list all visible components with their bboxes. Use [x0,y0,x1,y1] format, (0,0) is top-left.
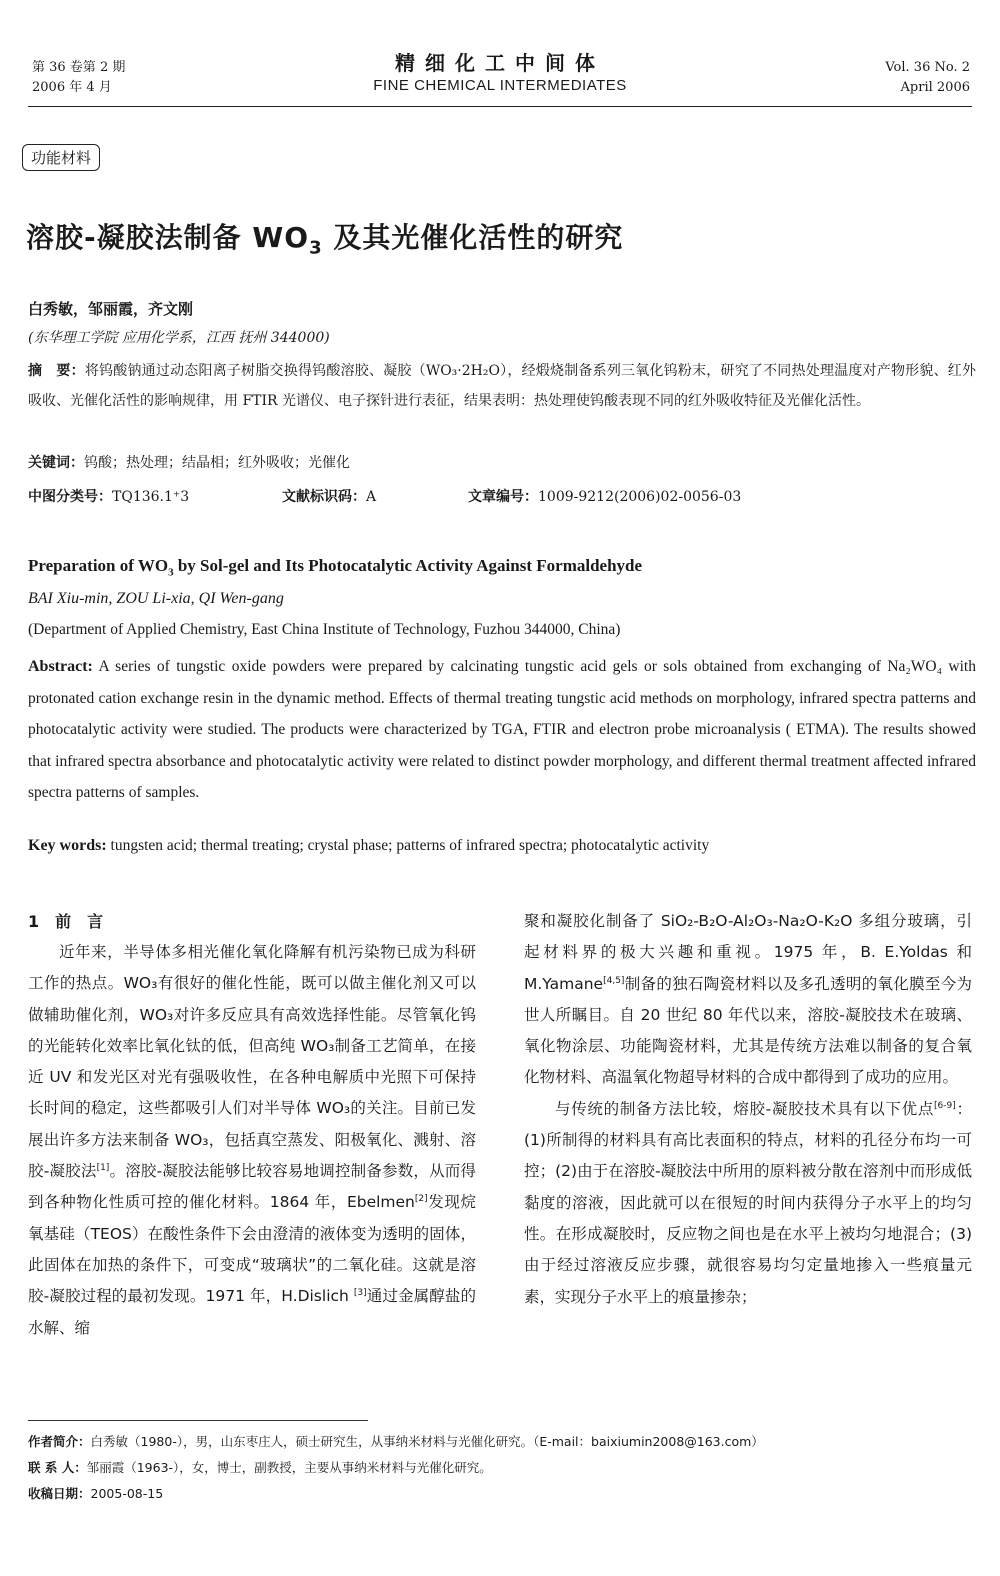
header-center [0,50,1000,96]
en-keywords-label: Key words: [28,837,107,854]
right-text-d: ：(1)所制得的材料具有高比表面积的特点，材料的孔径分布均一可控；(2)由于在溶胶-凝胶法中所用的原料被分散在溶剂中而形成低黏度的溶液，因此就可以在很短的时间内获得分子水平上的均匀性。在形成凝胶时，反应物之间也是在水平上被均匀地混合；(3)由于经过溶液反应步骤，就很容易均匀定量地掺入一些痕量元素，实现分子水平上的痕量掺杂； [524,1099,972,1306]
section-tag: 功能材料 [22,144,100,171]
en-keywords-text: tungsten acid; thermal treating; crystal phase; patterns of infrared spectra; photocatalytic activity [110,837,710,854]
body-column-right [524,906,972,1313]
article-title [26,218,623,269]
footnote-rule [28,1420,368,1421]
clc-value: TQ136.1⁺3 [112,489,190,505]
abstract-cn [28,356,976,416]
journal-title-cn: 精细化工中间体 [395,51,605,75]
header-rule [28,106,972,107]
title-subscript: 3 [309,237,323,259]
footnote-author [28,1432,764,1450]
doc-value: A [366,489,377,505]
title-part-2: 及其光催化活性的研究 [322,221,624,254]
paragraph [524,906,972,1094]
footnote-author-label: 作者简介： [28,1434,91,1449]
citation[interactable]: [1] [96,1162,110,1173]
journal-title-en: FINE CHEMICAL INTERMEDIATES [373,77,627,94]
citation[interactable]: [4,5] [603,975,625,986]
footnote-contact [28,1458,492,1476]
article-value: 1009-9212(2006)02-0056-03 [538,489,742,505]
article-number [468,486,741,506]
right-text-c: 与传统的制备方法比较，熔胶-凝胶技术具有以下优点 [555,1099,935,1118]
citation[interactable]: [2] [414,1194,428,1205]
en-abstract-label: Abstract: [28,658,93,675]
left-text-b: 。溶胶-凝胶法能够比较容易地调控制备参数，从而得到各种物化性质可控的催化材料。1864 年，Ebelmen [28,1162,476,1212]
volume-cn: 第 36 卷第 2 期 [32,60,126,75]
keywords-cn-label: 关键词： [28,455,84,471]
right-text-b: 制备的独石陶瓷材料以及多孔透明的氧化膜至今为世人所瞩目。自 20 世纪 80 年代以来，溶胶-凝胶技术在玻璃、氧化物涂层、功能陶瓷材料，尤其是传统方法难以制备的复合氧化物材料、高温氧化物超导材料的合成中都得到了成功的应用。 [524,974,972,1087]
left-text-d: 通过金属醇盐的水解、缩 [28,1287,476,1337]
citation[interactable]: [6-9] [934,1100,956,1111]
abstract-cn-label: 摘 要： [28,363,85,379]
title-part-1: 溶胶-凝胶法制备 WO [26,221,310,254]
doc-code [282,486,376,506]
article-label: 文章编号： [468,489,538,505]
keywords-cn-text: 钨酸；热处理；结晶相；红外吸收；光催化 [84,455,350,471]
classification-row [28,486,976,508]
left-text-a: 近年来，半导体多相光催化氧化降解有机污染物已成为科研工作的热点。WO₃有很好的催化性能，既可以做主催化剂又可以做辅助催化剂，WO₃对许多反应具有高效选择性能。尽管氧化钨的光能转化效率比氧化钛的低，但高纯 WO₃制备工艺简单，在接近 UV 和发光区对光有强吸收性，在各种电解质中光照下可保持长时间的稳定，这些都吸引人们对半导体 WO₃的关注。目前已发展出许多方法来制备 WO₃，包括真空蒸发、阳极氧化、溅射、溶胶-凝胶法 [28,943,476,1181]
volume-en: Vol. 36 No. 2 [885,60,970,75]
authors-cn: 白秀敏，邹丽霞，齐文刚 [28,300,194,318]
paragraph [524,1094,972,1313]
footnote-received-text: 2005-08-15 [90,1486,164,1501]
header-right [885,58,970,98]
date-cn: 2006 年 4 月 [32,80,112,95]
left-text-c: 发现烷氧基硅（TEOS）在酸性条件下会由澄清的液体变为透明的固体，此固体在加热的条件下，可变成“玻璃状”的二氧化硅。这就是溶胶-凝胶过程的最初发现。1971 年，H.Dislich [28,1193,476,1306]
section-heading: 1 前 言 [28,912,104,931]
footnote-contact-text: 邹丽霞（1963-），女，博士，副教授，主要从事纳米材料与光催化研究。 [86,1460,492,1475]
en-title-part-2: by Sol-gel and Its Photocatalytic Activity Against Formaldehyde [173,556,643,575]
citation[interactable]: [3] [353,1288,367,1299]
doc-label: 文献标识码： [282,489,366,505]
footnote-contact-label: 联 系 人： [28,1460,87,1475]
english-keywords [28,837,709,855]
english-title [28,556,642,578]
keywords-cn [28,452,350,472]
date-en: April 2006 [900,80,970,95]
body-column-left [28,906,476,1344]
en-title-part-1: Preparation of WO [28,556,169,575]
english-affiliation: (Department of Applied Chemistry, East China Institute of Technology, Fuzhou 344000, China) [28,621,621,638]
footnote-received-label: 收稿日期： [28,1486,91,1501]
right-text-a: 聚和凝胶化制备了 SiO₂-B₂O-Al₂O₃-Na₂O-K₂O 多组分玻璃，引起材料界的极大兴趣和重视。1975 年，B. E.Yoldas 和 M.Yamane [524,912,972,993]
affiliation-cn: (东华理工学院 应用化学系，江西 抚州 344000) [28,330,330,346]
english-authors: BAI Xiu-min, ZOU Li-xia, QI Wen-gang [28,590,284,607]
footnote-received [28,1484,163,1502]
en-title-subscript: 3 [168,566,174,579]
clc-code [28,486,189,506]
abstract-cn-text: 将钨酸钠通过动态阳离子树脂交换得钨酸溶胶、凝胶（WO₃·2H₂O），经煅烧制备系列三氧化钨粉末，研究了不同热处理温度对产物形貌、红外吸收、光催化活性的影响规律，用 FTIR 光谱仪、电子探针进行表征，结果表明：热处理使钨酸表现不同的红外吸收特征及光催化活性。 [28,363,977,409]
en-abstract-text: A series of tungstic oxide powders were prepared by calcinating tungstic acid gels or sols obtained from exchanging of Na₂WO₄ with protonated cation exchange resin in the dynamic method. Effects of thermal treating tungstic acid methods on morphology, infrared spectra patterns and photocatalytic activity were studied. The products were characterized by TGA, FTIR and electron probe microanalysis ( ETMA). The results showed that infrared spectra absorbance and photocatalytic activity were related to distinct powder morphology, and different thermal treatment affected infrared spectra patterns of samples. [28,658,976,801]
paragraph [28,937,476,1344]
english-abstract [28,651,976,809]
clc-label: 中图分类号： [28,489,112,505]
footnote-author-text: 白秀敏（1980-），男，山东枣庄人，硕士研究生，从事纳米材料与光催化研究。（E-mail：baixiumin2008@163.com） [90,1434,764,1449]
